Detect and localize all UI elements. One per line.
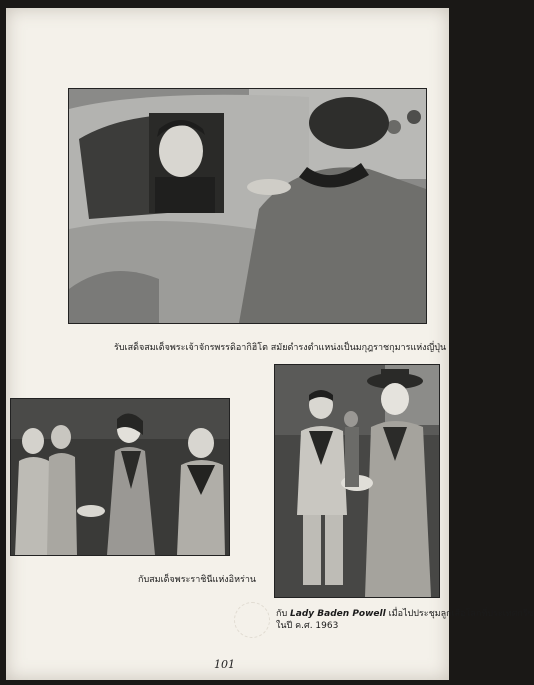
photo-lady-baden-powell — [274, 364, 440, 598]
caption-line-2: ในปี ค.ศ. 1963 — [276, 621, 339, 631]
show-through-text — [70, 32, 390, 92]
show-through-seal — [234, 602, 270, 638]
page-number: 101 — [214, 658, 235, 671]
caption-prefix: กับ — [276, 609, 288, 619]
caption-photo-car: รับเสด็จสมเด็จพระเจ้าจักรพรรดิอากิฮิโต สมัยดำรงตำแหน่งเป็นมกุฎราชกุมารแห่งญี่ปุ่น — [114, 343, 447, 353]
caption-photo-queen: กับสมเด็จพระราชินีแห่งอิหร่าน — [138, 575, 257, 585]
caption-line-1 — [276, 608, 534, 620]
photo-queen-meeting — [10, 398, 230, 556]
caption-suffix: เมื่อไปประชุมลูกเสือโลกที่ประเทศกรีซ — [388, 609, 534, 619]
book-page — [6, 8, 534, 680]
caption-photo-lady-baden-powell — [276, 608, 534, 632]
photo-car-greeting — [68, 88, 427, 324]
caption-name: Lady Baden Powell — [290, 609, 386, 619]
